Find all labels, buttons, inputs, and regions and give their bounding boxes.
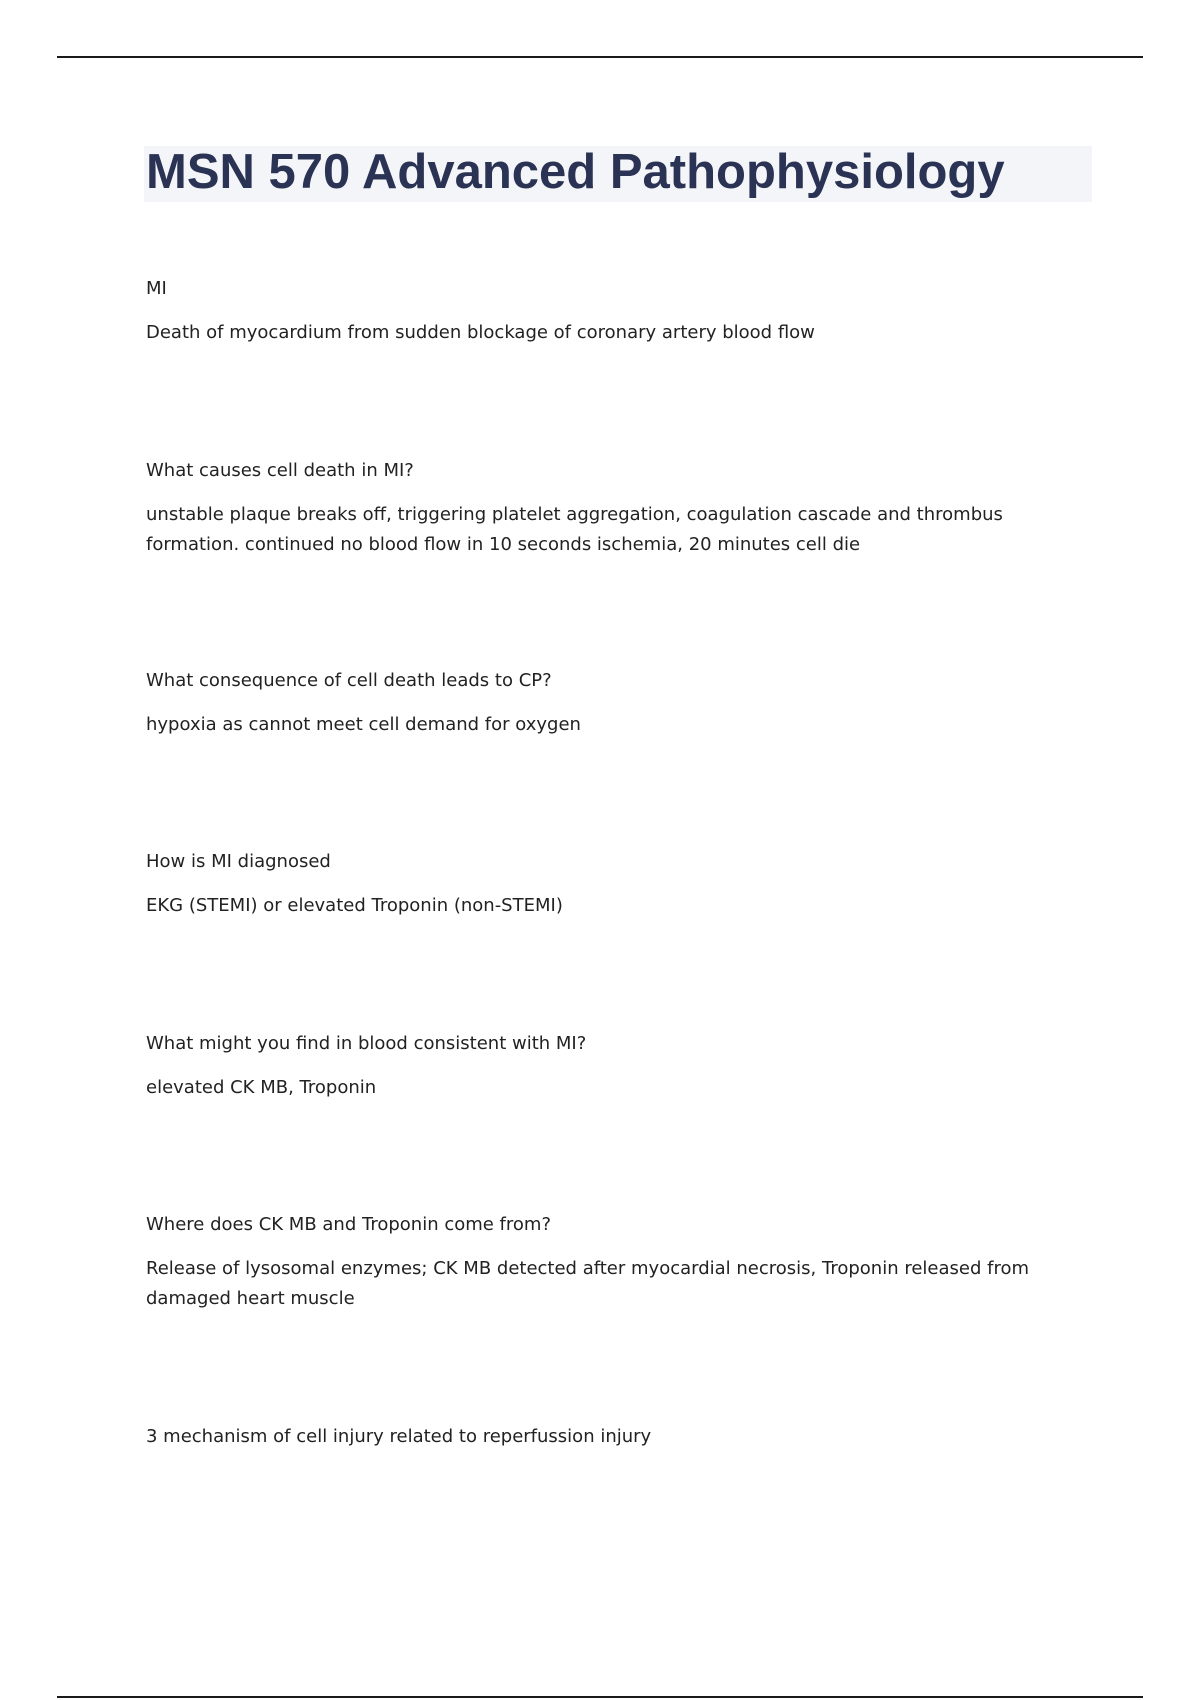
answer-text: hypoxia as cannot meet cell demand for oxygen [146,714,581,735]
qa-card [146,1422,1046,1466]
qa-card [146,456,1046,560]
question-text: 3 mechanism of cell injury related to reperfussion injury [146,1426,652,1447]
top-divider [57,56,1143,58]
document-title: MSN 570 Advanced Pathophysiology [146,145,1005,199]
bottom-divider [57,1696,1143,1698]
answer-text: Release of lysosomal enzymes; CK MB detected after myocardial necrosis, Troponin released from damaged heart muscle [146,1258,1030,1309]
answer-text: Death of myocardium from sudden blockage of coronary artery blood flow [146,322,815,343]
question-text: How is MI diagnosed [146,851,331,872]
qa-card [146,1210,1046,1314]
answer-text: EKG (STEMI) or elevated Troponin (non-STEMI) [146,895,563,916]
question-text: Where does CK MB and Troponin come from? [146,1214,551,1235]
qa-card [146,847,1046,921]
question-text: What might you find in blood consistent with MI? [146,1033,587,1054]
question-text: What consequence of cell death leads to CP? [146,670,552,691]
question-text: What causes cell death in MI? [146,460,414,481]
qa-card [146,666,1046,740]
question-text: MI [146,278,167,299]
answer-text: elevated CK MB, Troponin [146,1077,377,1098]
answer-text: unstable plaque breaks off, triggering platelet aggregation, coagulation cascade and thrombus formation. continued no blood flow in 10 seconds ischemia, 20 minutes cell die [146,504,1003,555]
qa-card [146,274,1046,348]
qa-card [146,1029,1046,1103]
